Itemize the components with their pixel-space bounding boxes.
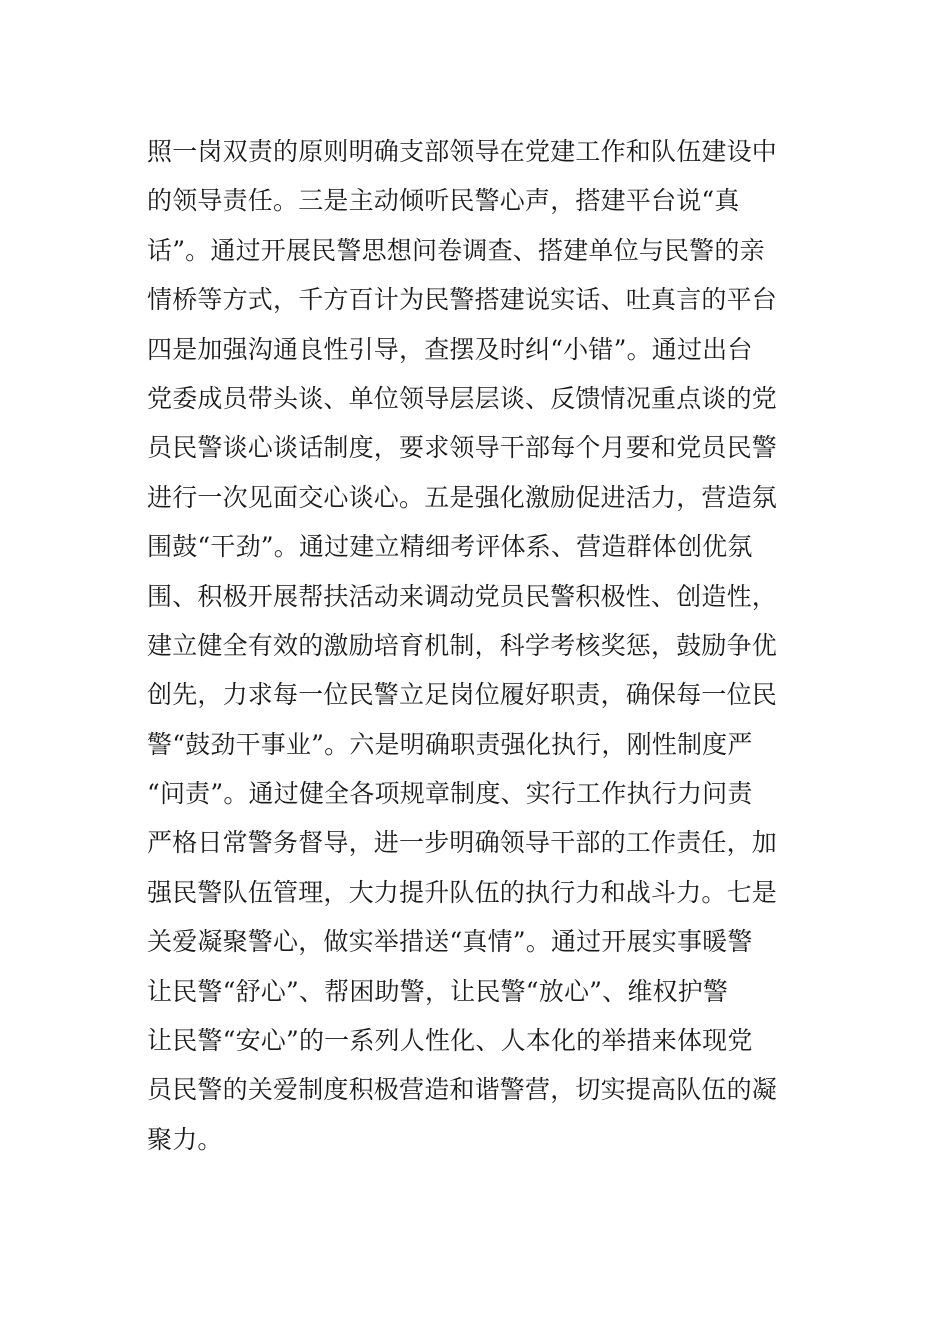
text-line: 警“鼓劲干事业”。六是明确职责强化执行，刚性制度严 xyxy=(147,729,753,759)
text-line: 的领导责任。三是主动倾听民警心声，搭建平台说“真 xyxy=(147,186,740,216)
text-line: 严格日常警务督导，进一步明确领导干部的工作责任，加 xyxy=(147,828,778,858)
text-line: 聚力。 xyxy=(147,1124,223,1154)
text-line: 党委成员带头谈、单位领导层层谈、反馈情况重点谈的党 xyxy=(147,383,778,413)
text-line: 让民警“舒心”、帮困助警，让民警“放心”、维权护警 xyxy=(147,976,729,1006)
text-line: 围、积极开展帮扶活动来调动党员民警积极性、创造性， xyxy=(147,581,778,611)
text-line: 强民警队伍管理，大力提升队伍的执行力和战斗力。七是 xyxy=(147,877,778,907)
text-line: 建立健全有效的激励培育机制，科学考核奖惩，鼓励争优 xyxy=(147,630,778,660)
text-line: 围鼓“干劲”。通过建立精细考评体系、营造群体创优氛 xyxy=(147,532,753,562)
text-line: 让民警“安心”的一系列人性化、人本化的举措来体现党 xyxy=(147,1026,753,1056)
text-line: 关爱凝聚警心，做实举措送“真情”。通过开展实事暖警 xyxy=(147,927,753,957)
text-line: 话”。通过开展民警思想问卷调查、搭建单位与民警的亲 xyxy=(147,235,765,265)
text-line: “问责”。通过健全各项规章制度、实行工作执行力问责 xyxy=(147,779,753,809)
text-line: 员民警的关爱制度积极营造和谐警营，切实提高队伍的凝 xyxy=(147,1075,778,1105)
text-line: 员民警谈心谈话制度，要求领导干部每个月要和党员民警 xyxy=(147,433,778,463)
text-line: 进行一次见面交心谈心。五是强化激励促进活力，营造氛 xyxy=(147,482,778,512)
text-line: 情桥等方式，千方百计为民警搭建说实话、吐真言的平台 xyxy=(147,285,778,315)
text-line: 照一岗双责的原则明确支部领导在党建工作和队伍建设中 xyxy=(147,137,778,166)
body-text xyxy=(147,127,807,1164)
text-line: 四是加强沟通良性引导，查摆及时纠“小错”。通过出台 xyxy=(147,334,753,364)
text-line: 创先，力求每一位民警立足岗位履好职责，确保每一位民 xyxy=(147,680,778,710)
